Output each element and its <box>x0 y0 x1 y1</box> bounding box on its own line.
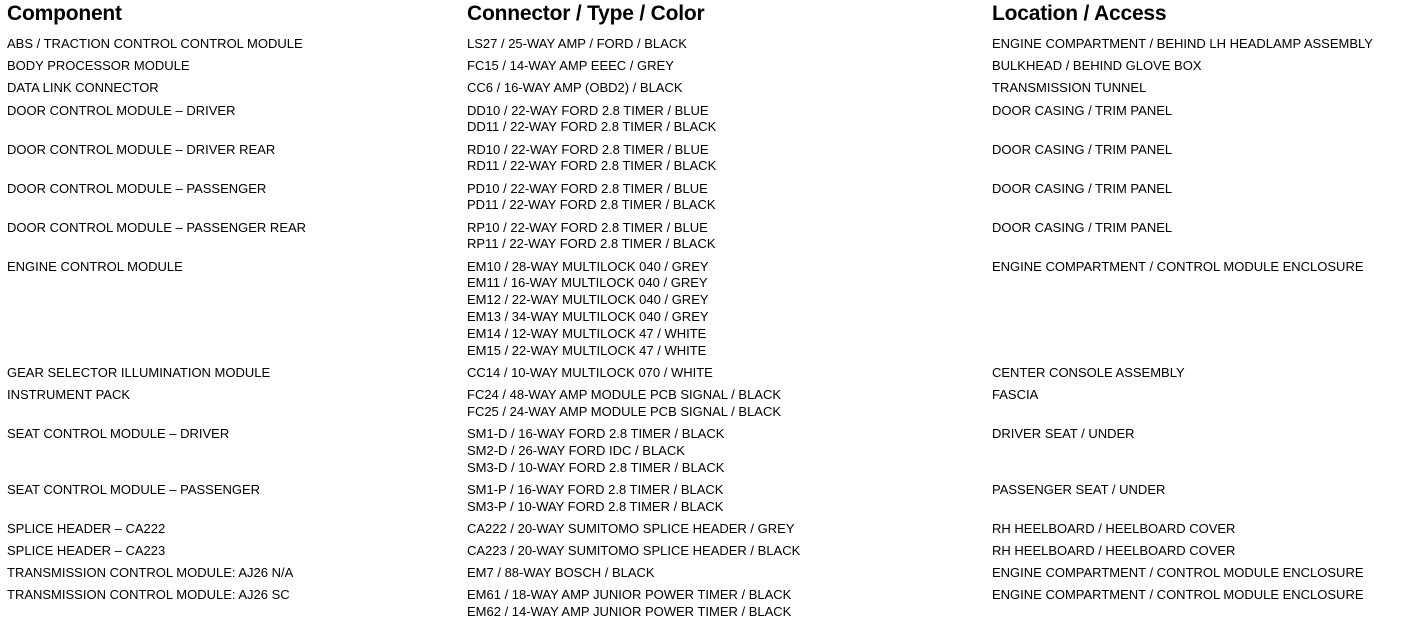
component-cell: INSTRUMENT PACK <box>7 386 131 402</box>
connector-line: EM62 / 14-WAY AMP JUNIOR POWER TIMER / BLACK <box>467 604 792 620</box>
location-cell: ENGINE COMPARTMENT / CONTROL MODULE ENCLOSURE <box>992 258 1364 274</box>
table-row <box>0 387 1424 426</box>
connector-line: EM11 / 16-WAY MULTILOCK 040 / GREY <box>467 275 708 291</box>
table-row <box>0 181 1424 220</box>
component-cell: BODY PROCESSOR MODULE <box>7 58 190 74</box>
component-cell: TRANSMISSION CONTROL MODULE: AJ26 SC <box>7 587 290 603</box>
connector-line: RP10 / 22-WAY FORD 2.8 TIMER / BLUE <box>467 219 708 235</box>
connector-line: SM2-D / 26-WAY FORD IDC / BLACK <box>467 442 685 458</box>
connector-line: CC6 / 16-WAY AMP (OBD2) / BLACK <box>467 80 683 96</box>
table-body <box>0 36 1424 626</box>
location-cell: DOOR CASING / TRIM PANEL <box>992 102 1173 118</box>
table-header <box>0 0 1424 32</box>
connector-line: EM15 / 22-WAY MULTILOCK 47 / WHITE <box>467 342 707 358</box>
connector-line: LS27 / 25-WAY AMP / FORD / BLACK <box>467 36 687 51</box>
connector-cell <box>467 365 713 382</box>
component-cell: DOOR CONTROL MODULE – DRIVER REAR <box>7 141 276 157</box>
component-cell: SPLICE HEADER – CA222 <box>7 520 166 536</box>
table-row <box>0 365 1424 387</box>
location-cell: CENTER CONSOLE ASSEMBLY <box>992 364 1185 380</box>
connector-cell <box>467 36 687 53</box>
component-cell: SPLICE HEADER – CA223 <box>7 542 166 558</box>
connector-line: CC14 / 10-WAY MULTILOCK 070 / WHITE <box>467 364 713 380</box>
component-cell: GEAR SELECTOR ILLUMINATION MODULE <box>7 364 271 380</box>
connector-cell <box>467 543 800 560</box>
component-cell: DOOR CONTROL MODULE – PASSENGER <box>7 180 267 196</box>
connector-line: EM14 / 12-WAY MULTILOCK 47 / WHITE <box>467 325 707 341</box>
component-cell: ABS / TRACTION CONTROL CONTROL MODULE <box>7 36 303 51</box>
connector-cell <box>467 142 716 176</box>
location-cell: BULKHEAD / BEHIND GLOVE BOX <box>992 58 1202 74</box>
component-cell: DOOR CONTROL MODULE – DRIVER <box>7 102 236 118</box>
location-cell: PASSENGER SEAT / UNDER <box>992 481 1166 497</box>
connector-cell <box>467 565 655 582</box>
connector-line: RP11 / 22-WAY FORD 2.8 TIMER / BLACK <box>467 236 716 252</box>
connector-line: DD10 / 22-WAY FORD 2.8 TIMER / BLUE <box>467 102 709 118</box>
connector-line: FC15 / 14-WAY AMP EEEC / GREY <box>467 58 674 74</box>
connector-line: RD11 / 22-WAY FORD 2.8 TIMER / BLACK <box>467 158 717 174</box>
table-row <box>0 521 1424 543</box>
component-cell: DATA LINK CONNECTOR <box>7 80 159 96</box>
connector-cell <box>467 482 723 516</box>
table-row <box>0 543 1424 565</box>
table-row <box>0 36 1424 58</box>
connector-line: SM3-D / 10-WAY FORD 2.8 TIMER / BLACK <box>467 459 725 475</box>
location-cell: ENGINE COMPARTMENT / CONTROL MODULE ENCLOSURE <box>992 565 1364 581</box>
connector-line: SM1-D / 16-WAY FORD 2.8 TIMER / BLACK <box>467 425 725 441</box>
component-cell: ENGINE CONTROL MODULE <box>7 258 183 274</box>
connector-cell <box>467 426 724 476</box>
table-row <box>0 58 1424 80</box>
location-cell: ENGINE COMPARTMENT / BEHIND LH HEADLAMP ASSEMBLY <box>992 36 1373 51</box>
location-cell: RH HEELBOARD / HEELBOARD COVER <box>992 520 1236 536</box>
connector-line: SM1-P / 16-WAY FORD 2.8 TIMER / BLACK <box>467 481 724 497</box>
location-cell: TRANSMISSION TUNNEL <box>992 80 1147 96</box>
component-cell: SEAT CONTROL MODULE – DRIVER <box>7 425 230 441</box>
table-row <box>0 565 1424 587</box>
connector-line: EM7 / 88-WAY BOSCH / BLACK <box>467 565 655 581</box>
connector-cell <box>467 387 781 421</box>
table-row <box>0 220 1424 259</box>
location-cell: FASCIA <box>992 386 1039 402</box>
connector-line: PD11 / 22-WAY FORD 2.8 TIMER / BLACK <box>467 197 716 213</box>
location-cell: DOOR CASING / TRIM PANEL <box>992 141 1173 157</box>
connector-cell <box>467 259 709 360</box>
connector-cell <box>467 521 795 538</box>
table-row <box>0 103 1424 142</box>
location-cell: DOOR CASING / TRIM PANEL <box>992 180 1173 196</box>
component-cell: SEAT CONTROL MODULE – PASSENGER <box>7 481 261 497</box>
table-row <box>0 482 1424 521</box>
connector-line: FC25 / 24-WAY AMP MODULE PCB SIGNAL / BLACK <box>467 403 782 419</box>
connector-line: EM10 / 28-WAY MULTILOCK 040 / GREY <box>467 258 709 274</box>
connector-line: EM61 / 18-WAY AMP JUNIOR POWER TIMER / BLACK <box>467 587 792 603</box>
connector-cell <box>467 181 716 215</box>
connector-line: DD11 / 22-WAY FORD 2.8 TIMER / BLACK <box>467 119 717 135</box>
location-cell: ENGINE COMPARTMENT / CONTROL MODULE ENCLOSURE <box>992 587 1364 603</box>
connector-line: RD10 / 22-WAY FORD 2.8 TIMER / BLUE <box>467 141 709 157</box>
table-row <box>0 80 1424 102</box>
connector-cell <box>467 587 791 621</box>
location-cell: RH HEELBOARD / HEELBOARD COVER <box>992 542 1236 558</box>
connector-line: EM13 / 34-WAY MULTILOCK 040 / GREY <box>467 308 709 324</box>
table-row <box>0 587 1424 626</box>
location-column-header: Location / Access <box>992 2 1167 25</box>
table-row <box>0 426 1424 482</box>
connector-column-header: Connector / Type / Color <box>467 2 705 25</box>
table-row <box>0 259 1424 365</box>
connector-cell <box>467 80 683 97</box>
connector-line: CA223 / 20-WAY SUMITOMO SPLICE HEADER / BLACK <box>467 542 801 558</box>
connector-line: SM3-P / 10-WAY FORD 2.8 TIMER / BLACK <box>467 498 724 514</box>
component-cell: DOOR CONTROL MODULE – PASSENGER REAR <box>7 219 307 235</box>
connector-line: EM12 / 22-WAY MULTILOCK 040 / GREY <box>467 292 709 308</box>
connector-line: FC24 / 48-WAY AMP MODULE PCB SIGNAL / BLACK <box>467 386 782 402</box>
table-row <box>0 142 1424 181</box>
connector-cell <box>467 220 716 254</box>
connector-line: CA222 / 20-WAY SUMITOMO SPLICE HEADER / GREY <box>467 520 795 536</box>
location-cell: DOOR CASING / TRIM PANEL <box>992 219 1173 235</box>
component-cell: TRANSMISSION CONTROL MODULE: AJ26 N/A <box>7 565 294 581</box>
connector-cell <box>467 58 674 75</box>
component-column-header: Component <box>7 2 122 25</box>
location-cell: DRIVER SEAT / UNDER <box>992 425 1135 441</box>
connector-line: PD10 / 22-WAY FORD 2.8 TIMER / BLUE <box>467 180 708 196</box>
connector-cell <box>467 103 716 137</box>
